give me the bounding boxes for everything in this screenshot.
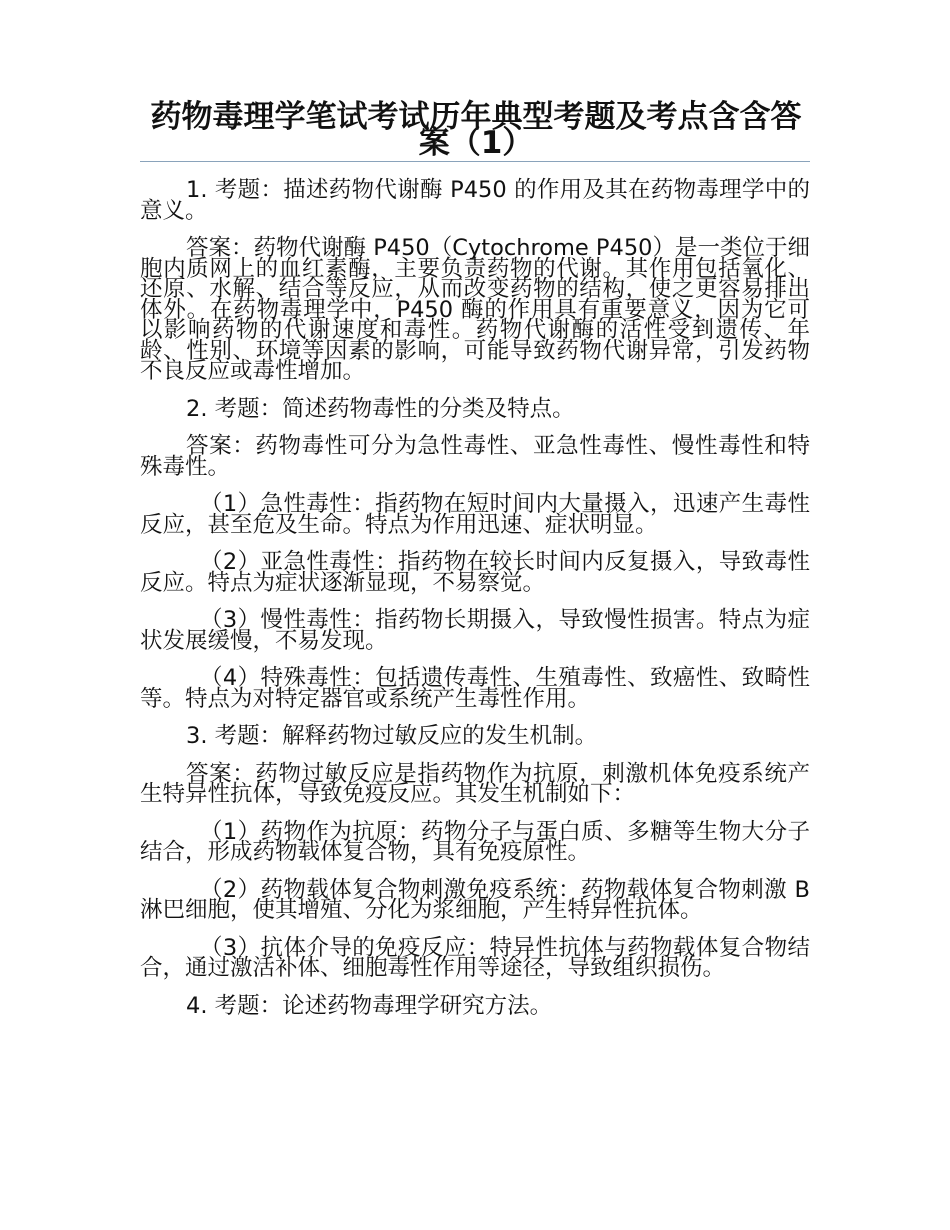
question-2: 2. 考题：简述药物毒性的分类及特点。 [186, 395, 575, 422]
question-3: 3. 考题：解释药物过敏反应的发生机制。 [186, 723, 598, 749]
answer-1: 答案：药物代谢酶 P450（Cytochrome P450）是一类位于细胞内质网上的血红素酶，主要负责药物的代谢。其作用包括氧化、还原、水解、结合等反应，从而改变药物的结构，使之更容易排出体外。在药物毒理学中，P450 酶的作用具有重要意义，因为它可以影响药物的代谢速度和毒性。药物代谢酶的活性受到遗传、年龄、性别、环境等因素的影响，可能导致药物代谢异常，引发药物不良反应或毒性增加。 [140, 235, 810, 384]
answer-3-item-1: （1）药物作为抗原：药物分子与蛋白质、多糖等生物大分子结合，形成药物载体复合物，具有免疫原性。 [140, 818, 810, 865]
answer-3-item-3: （3）抗体介导的免疫反应：特异性抗体与药物载体复合物结合，通过激活补体、细胞毒性作用等途径，导致组织损伤。 [140, 934, 810, 981]
document-body [140, 177, 810, 1033]
answer-2: 答案：药物毒性可分为急性毒性、亚急性毒性、慢性毒性和特殊毒性。 [140, 433, 810, 480]
answer-3: 答案：药物过敏反应是指药物作为抗原，刺激机体免疫系统产生特异性抗体，导致免疫反应。其发生机制如下： [140, 760, 810, 807]
question-4: 4. 考题：论述药物毒理学研究方法。 [186, 992, 553, 1019]
title-divider [140, 161, 810, 162]
answer-2-item-1: （1）急性毒性：指药物在短时间内大量摄入，迅速产生毒性反应，甚至危及生命。特点为作用迅速、症状明显。 [140, 491, 810, 538]
answer-2-item-3: （3）慢性毒性：指药物长期摄入，导致慢性损害。特点为症状发展缓慢，不易发现。 [140, 607, 810, 654]
answer-2-item-4: （4）特殊毒性：包括遗传毒性、生殖毒性、致癌性、致畸性等。特点为对特定器官或系统产生毒性作用。 [140, 665, 810, 712]
answer-3-item-2: （2）药物载体复合物刺激免疫系统：药物载体复合物刺激 B 淋巴细胞，使其增殖、分化为浆细胞，产生特异性抗体。 [140, 876, 810, 923]
question-1: 1. 考题：描述药物代谢酶 P450 的作用及其在药物毒理学中的意义。 [140, 177, 810, 224]
answer-2-item-2: （2）亚急性毒性：指药物在较长时间内反复摄入，导致毒性反应。特点为症状逐渐显现，不易察觉。 [140, 549, 810, 596]
document-title: 药物毒理学笔试考试历年典型考题及考点含含答案（1） [150, 99, 802, 161]
